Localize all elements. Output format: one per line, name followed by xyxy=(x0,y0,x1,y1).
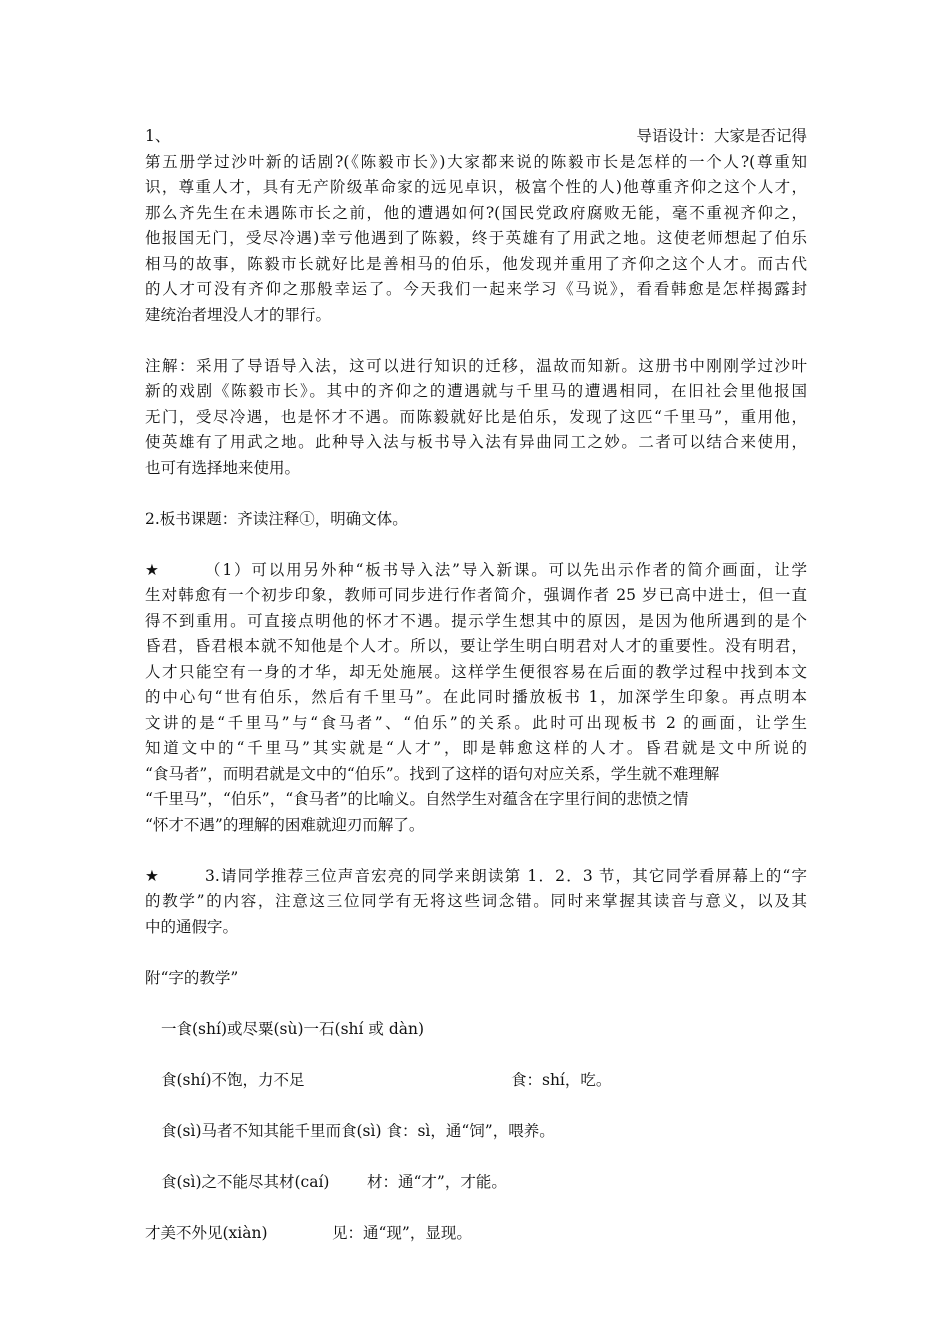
paragraph-line: 人才只能空有一身的才华，却无处施展。这样学生便很容易在后面的教学过程中找到本文 xyxy=(145,662,807,681)
paragraph-line: “千里马”，“伯乐”，“食马者”的比喻义。自然学生对蕴含在字里行间的悲愤之情 xyxy=(145,790,689,808)
note-line: 无门，受尽冷遇，也是怀才不遇。而陈毅就好比是伯乐，发现了这匹“千里马”，重用他， xyxy=(145,407,807,426)
word-item xyxy=(145,1221,807,1247)
note-line: 新的戏剧《陈毅市长》。其中的齐仰之的遭遇就与千里马的遭遇相同，在旧社会里他报国 xyxy=(145,382,807,400)
appendix-title: 附“字的教学” xyxy=(145,968,239,987)
note-line: 也可有选择地来使用。 xyxy=(145,458,301,477)
word-item-meaning: 材：通“才”，才能。 xyxy=(367,1172,507,1191)
section-3-intro: 3.请同学推荐三位声音宏亮的同学来朗读第 1．2．3 节，其它同学看屏幕上的“字 xyxy=(205,866,807,885)
word-item-term: 食(sì)之不能尽其材(caí) xyxy=(161,1172,330,1191)
paragraph-line: 生对韩愈有一个初步印象，教师可同步进行作者简介，强调作者 25 岁已高中进士，但一直 xyxy=(145,586,807,604)
paragraph-line: 文讲的是“千里马”与“食马者”、“伯乐”的关系。此时可出现板书 2 的画面，让学生 xyxy=(145,713,807,732)
word-item xyxy=(145,1017,807,1043)
word-item-meaning: 见：通“现”，显现。 xyxy=(332,1223,472,1242)
paragraph-line: 的中心句“世有伯乐，然后有千里马”。在此同时播放板书 1，加深学生印象。再点明本 xyxy=(145,688,807,706)
note-line: 注解：采用了导语导入法，这可以进行知识的迁移，温故而知新。这册书中刚刚学过沙叶 xyxy=(145,356,807,375)
word-item-meaning: 食：shí，吃。 xyxy=(511,1070,612,1089)
paragraph-line: 中的通假字。 xyxy=(145,917,239,936)
word-item xyxy=(145,1119,807,1145)
word-item-term: 食(shí)不饱，力不足 xyxy=(161,1070,305,1089)
star-icon: ★ xyxy=(145,866,159,885)
alt-method-intro: （1）可以用另外种“板书导入法”导入新课。可以先出示作者的简介画面，让学 xyxy=(205,560,807,579)
section-1-number: 1、 xyxy=(145,127,171,145)
paragraph-line: 识，尊重人才，具有无产阶级革命家的远见卓识，极富个性的人)他尊重齐仰之这个人才， xyxy=(145,178,807,196)
paragraph-line: “怀才不遇”的理解的困难就迎刃而解了。 xyxy=(145,815,425,834)
word-item-term: 一食(shí)或尽粟(sù)一石(shí 或 dàn) xyxy=(161,1019,425,1038)
paragraph-line: 他报国无门，受尽冷遇)幸亏他遇到了陈毅，终于英雄有了用武之地。这使老师想起了伯乐 xyxy=(145,229,807,247)
section-3-first-line xyxy=(145,864,807,890)
paragraph-line: 得不到重用。可直接点明他的怀才不遇。提示学生想其中的原因，是因为他所遇到的是个 xyxy=(145,611,807,630)
word-item-term: 食(sì)马者不知其能千里而食(sì) 食：sì，通“饲”，喂养。 xyxy=(161,1121,555,1140)
section-2-heading: 2.板书课题：齐读注释①，明确文体。 xyxy=(145,509,408,528)
note-line: 使英雄有了用武之地。此种导入法与板书导入法有异曲同工之妙。二者可以结合来使用， xyxy=(145,433,807,451)
paragraph-line: 第五册学过沙叶新的话剧?(《陈毅市长》)大家都来说的陈毅市长是怎样的一个人?(尊重知 xyxy=(145,152,807,171)
word-item xyxy=(145,1068,807,1094)
star-icon: ★ xyxy=(145,560,159,579)
paragraph-line: 那么齐先生在未遇陈市长之前，他的遭遇如何?(国民党政府腐败无能，毫不重视齐仰之， xyxy=(145,203,807,222)
section-1-header xyxy=(145,124,807,150)
paragraph-line: 相马的故事，陈毅市长就好比是善相马的伯乐，他发现并重用了齐仰之这个人才。而古代 xyxy=(145,254,807,273)
paragraph-line: “食马者”，而明君就是文中的“伯乐”。找到了这样的语句对应关系，学生就不难理解 xyxy=(145,764,720,783)
word-item-term: 才美不外见(xiàn) xyxy=(145,1223,268,1242)
paragraph-line: 的人才可没有齐仰之那般幸运了。今天我们一起来学习《马说》，看看韩愈是怎样揭露封 xyxy=(145,280,807,298)
section-1-lead: 导语设计：大家是否记得 xyxy=(636,127,807,145)
word-item xyxy=(145,1170,807,1196)
paragraph-line: 的教学”的内容，注意这三位同学有无将这些词念错。同时来掌握其读音与意义，以及其 xyxy=(145,892,807,910)
paragraph-line: 知道文中的“千里马”其实就是“人才”，即是韩愈这样的人才。昏君就是文中所说的 xyxy=(145,739,807,757)
paragraph-line: 昏君，昏君根本就不知他是个人才。所以，要让学生明白明君对人才的重要性。没有明君， xyxy=(145,637,807,655)
paragraph-line: 建统治者埋没人才的罪行。 xyxy=(145,305,332,324)
alt-method-first-line xyxy=(145,558,807,584)
document-page xyxy=(145,124,807,1246)
